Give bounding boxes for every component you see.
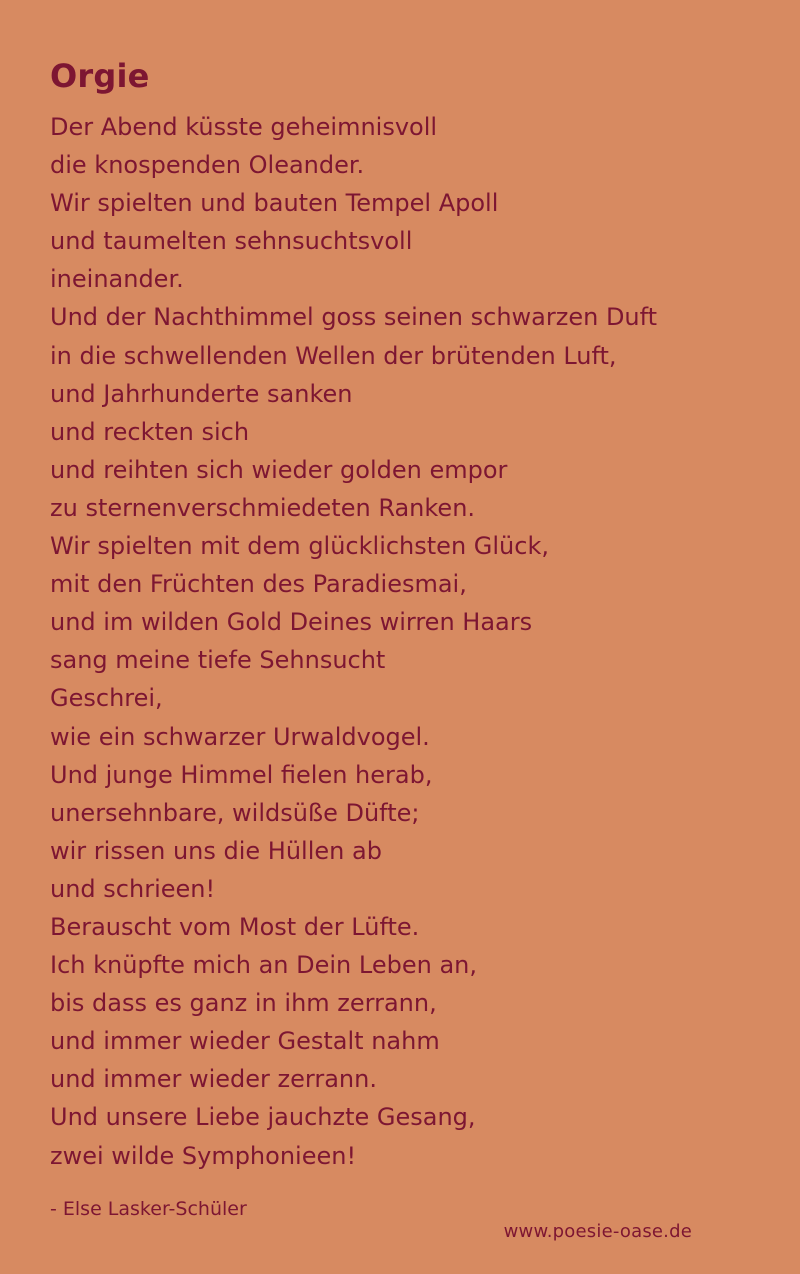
poem-line: Wir spielten und bauten Tempel Apoll	[50, 189, 499, 218]
poem-line: Ich knüpfte mich an Dein Leben an,	[50, 951, 477, 980]
poem-author: - Else Lasker-Schüler	[50, 1198, 247, 1220]
poem-line: und Jahrhunderte sanken	[50, 379, 353, 408]
poem-line: sang meine tiefe Sehnsucht	[50, 646, 386, 675]
poem-line: in die schwellenden Wellen der brütenden Luft,	[50, 341, 617, 370]
poem-line: und immer wieder Gestalt nahm	[50, 1027, 440, 1056]
poem-line: und reihten sich wieder golden empor	[50, 455, 508, 484]
poem-line: mit den Früchten des Paradiesmai,	[50, 570, 467, 599]
poem-line: unersehnbare, wildsüße Düfte;	[50, 798, 420, 827]
poem-card	[50, 54, 750, 1175]
poem-line: wie ein schwarzer Urwaldvogel.	[50, 722, 430, 751]
poem-line: und taumelten sehnsuchtsvoll	[50, 227, 413, 256]
poem-line: Geschrei,	[50, 684, 163, 713]
poem-line: Der Abend küsste geheimnisvoll	[50, 113, 438, 141]
poem-text	[50, 108, 750, 1175]
poem-line: und im wilden Gold Deines wirren Haars	[50, 608, 533, 637]
poem-line: und reckten sich	[50, 417, 250, 446]
poem-line: und immer wieder zerrann.	[50, 1065, 377, 1094]
poem-line: Berauscht vom Most der Lüfte.	[50, 912, 420, 941]
poem-title: Orgie	[50, 57, 150, 95]
poem-line: die knospenden Oleander.	[50, 151, 365, 180]
poem-line: zwei wilde Symphonieen!	[50, 1141, 357, 1170]
poem-line: Und der Nachthimmel goss seinen schwarzen Duft	[50, 303, 658, 332]
website-link[interactable]: www.poesie-oase.de	[503, 1221, 692, 1242]
poem-line: Und junge Himmel fielen herab,	[50, 760, 433, 789]
poem-line: Wir spielten mit dem glücklichsten Glück,	[50, 532, 549, 561]
poem-line: wir rissen uns die Hüllen ab	[50, 836, 382, 865]
poem-line: ineinander.	[50, 265, 184, 294]
poem-line: Und unsere Liebe jauchzte Gesang,	[50, 1103, 476, 1132]
poem-line: und schrieen!	[50, 874, 216, 903]
poem-line: bis dass es ganz in ihm zerrann,	[50, 989, 437, 1018]
poem-line: zu sternenverschmiedeten Ranken.	[50, 493, 476, 522]
